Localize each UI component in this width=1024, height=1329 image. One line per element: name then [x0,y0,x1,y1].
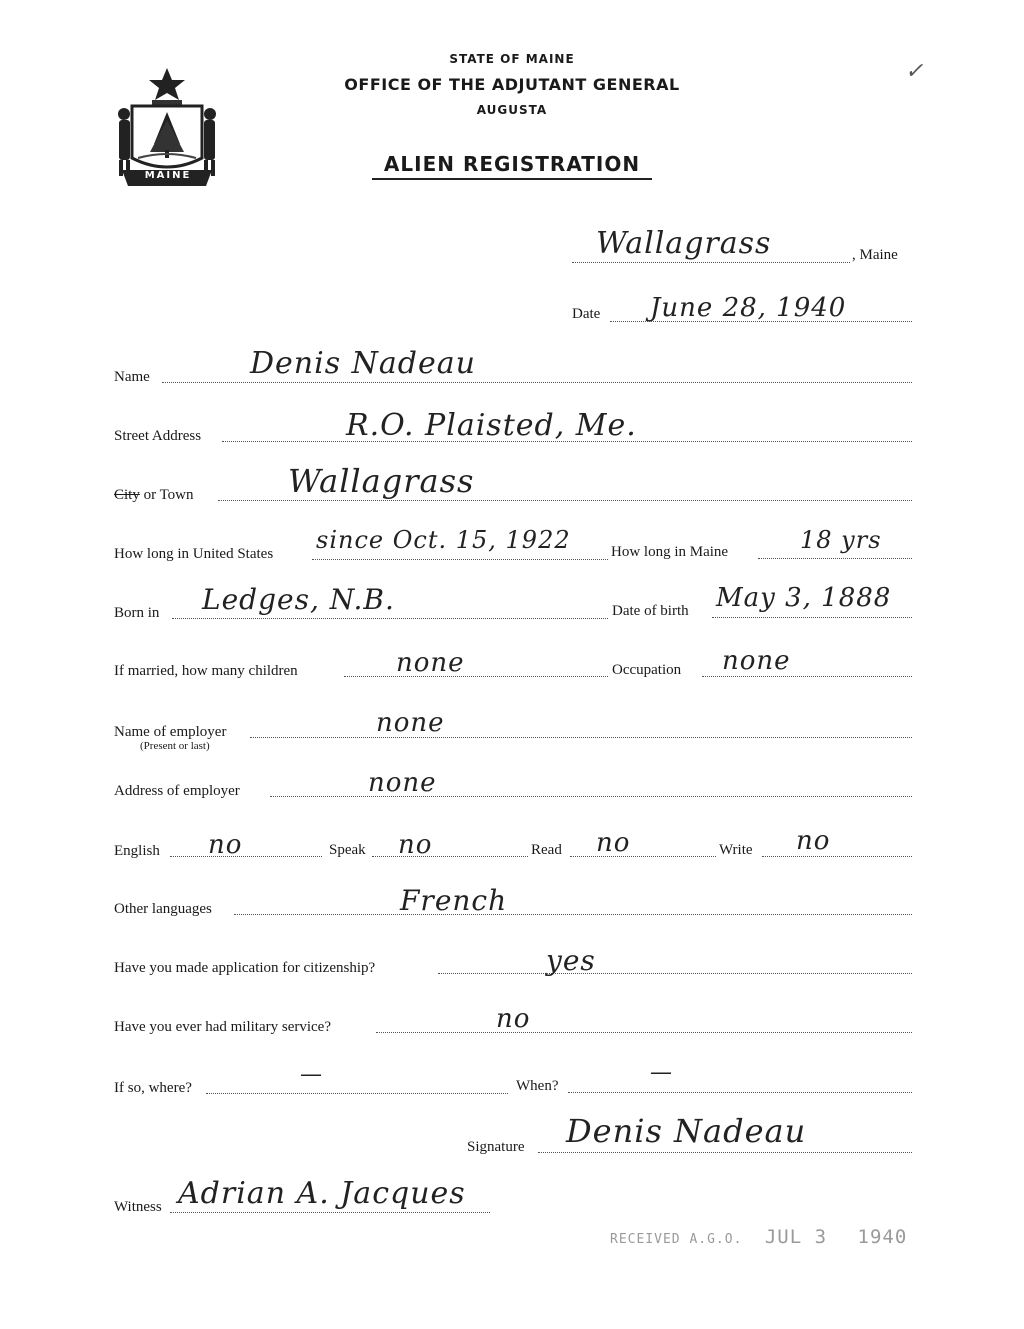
city-struck-text: City [114,487,140,503]
born-in-label: Born in [114,605,160,621]
how-long-us-line [312,559,608,560]
english-value: no [208,830,243,860]
read-value: no [596,828,631,858]
how-long-maine-line [758,558,912,559]
born-in-line [172,618,608,619]
occupation-value: none [722,646,791,676]
how-long-us-value: since Oct. 15, 1922 [316,526,571,554]
speak-label: Speak [329,842,366,858]
speak-value: no [398,830,433,860]
office-heading: OFFICE OF THE ADJUTANT GENERAL [344,75,680,94]
name-value: Denis Nadeau [250,346,476,381]
children-value: none [396,648,465,678]
read-label: Read [531,842,562,858]
other-languages-label: Other languages [114,901,212,917]
date-value: June 28, 1940 [650,293,847,323]
write-line [762,856,912,857]
other-languages-line [234,914,912,915]
place-value: Wallagrass [596,226,772,261]
place-suffix: , Maine [852,247,898,263]
date-label: Date [572,306,601,322]
occupation-label: Occupation [612,662,682,678]
english-label: English [114,843,160,859]
street-address-label: Street Address [114,428,202,444]
stamp-text: RECEIVED A.G.O. [610,1232,743,1247]
witness-value: Adrian A. Jacques [178,1176,466,1211]
seal-banner-text: MAINE [144,170,192,181]
or-town-text: or Town [139,487,194,503]
other-languages-value: French [400,884,508,917]
where-value: — [300,1062,323,1087]
signature-label: Signature [467,1139,525,1155]
how-long-us-label: How long in United States [114,546,274,562]
stamp-month-day: JUL 3 [764,1226,828,1248]
speak-line [372,856,528,857]
form-title: ALIEN REGISTRATION [383,152,641,176]
employer-address-value: none [368,768,437,798]
children-line [344,676,608,677]
children-label: If married, how many children [114,663,298,679]
military-label: Have you ever had military service? [114,1019,331,1035]
witness-line [170,1212,490,1213]
citizenship-line [438,973,912,974]
employer-address-line [270,796,912,797]
citizenship-label: Have you made application for citizenship? [114,960,376,976]
military-line [376,1032,912,1033]
citizenship-value: yes [546,944,596,977]
name-label: Name [114,369,150,385]
state-heading: STATE OF MAINE [449,52,575,66]
signature-value: Denis Nadeau [566,1112,807,1150]
employer-sublabel: (Present or last) [140,740,210,752]
city-or-town-line [218,500,912,501]
how-long-maine-label: How long in Maine [611,544,729,560]
employer-label: Name of employer [114,724,227,740]
how-long-maine-value: 18 yrs [800,526,882,554]
stamp-year: 1940 [857,1226,908,1248]
when-label: When? [516,1078,559,1094]
employer-value: none [376,708,445,738]
signature-line [538,1152,912,1153]
received-stamp [610,1226,907,1248]
name-line [162,382,912,383]
born-in-value: Ledges, N.B. [202,583,395,616]
when-line [568,1092,912,1093]
employer-address-label: Address of employer [114,783,240,799]
date-of-birth-label: Date of birth [612,603,689,619]
city-heading: AUGUSTA [476,103,548,117]
occupation-line [702,676,912,677]
city-or-town-label [114,487,194,504]
when-value: — [650,1060,673,1085]
military-value: no [496,1004,531,1034]
check-mark: ✓ [905,58,924,83]
employer-line [250,737,912,738]
where-label: If so, where? [114,1080,192,1096]
witness-label: Witness [114,1199,162,1215]
write-value: no [796,826,831,856]
city-or-town-value: Wallagrass [288,462,475,500]
street-address-value: R.O. Plaisted, Me. [346,408,637,443]
title-underline [372,178,652,180]
date-of-birth-line [712,617,912,618]
read-line [570,856,716,857]
write-label: Write [719,842,753,858]
where-line [206,1093,508,1094]
place-line [572,262,850,263]
english-line [170,856,322,857]
date-of-birth-value: May 3, 1888 [716,583,892,613]
